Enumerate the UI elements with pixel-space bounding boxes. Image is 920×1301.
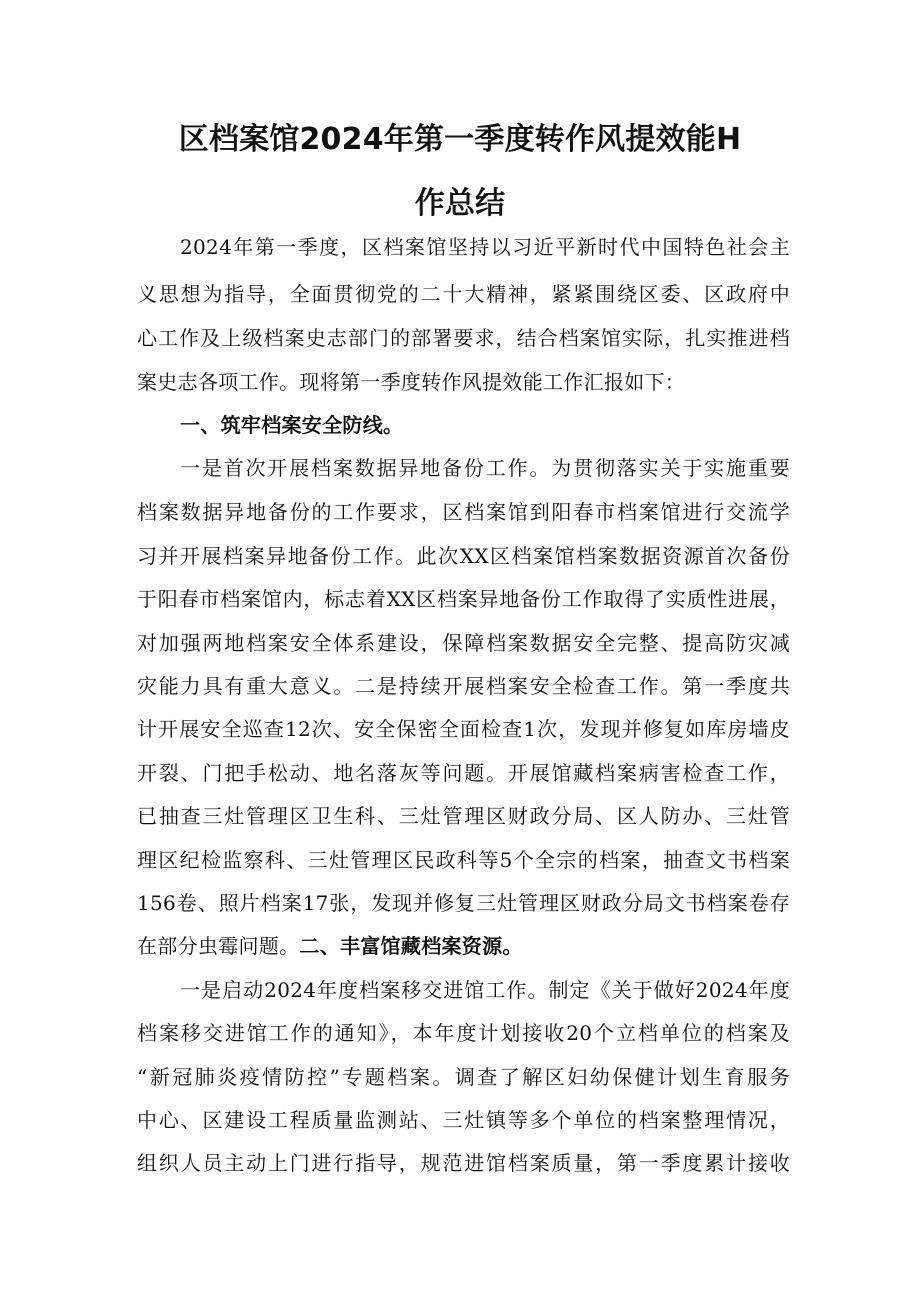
section2-line: 中心、区建设工程质量监测站、三灶镇等多个单位的档案整理情况， [137, 1108, 790, 1132]
intro-line: 2024年第一季度，区档案馆坚持以习近平新时代中国特色社会主 [180, 235, 790, 259]
section-heading-1: 一、筑牢档案安全防线。 [180, 413, 404, 437]
document-title-line-2: 作总结 [414, 186, 506, 221]
section1-line: 档案数据异地备份的工作要求，区档案馆到阳春市档案馆进行交流学 [137, 500, 790, 524]
section1-line: 灾能力具有重大意义。二是持续开展档案安全检查工作。第一季度共 [137, 674, 790, 698]
section1-line: 一是首次开展档案数据异地备份工作。为贯彻落实关于实施重要 [180, 456, 790, 480]
section1-line: 开裂、门把手松动、地名落灰等问题。开展馆藏档案病害检查工作， [137, 761, 790, 785]
section1-line: 习并开展档案异地备份工作。此次XX区档案馆档案数据资源首次备份 [137, 544, 790, 568]
section2-line: 组织人员主动上门进行指导，规范进馆档案质量，第一季度累计接收 [137, 1151, 790, 1175]
section1-line: 156卷、照片档案17张，发现并修复三灶管理区财政分局文书档案卷存 [137, 891, 790, 915]
section2-line: “新冠肺炎疫情防控”专题档案。调查了解区妇幼保健计划生育服务 [137, 1065, 790, 1089]
section1-line: 计开展安全巡查12次、安全保密全面检查1次，发现并修复如库房墙皮 [137, 717, 790, 741]
intro-line: 义思想为指导，全面贯彻党的二十大精神，紧紧围绕区委、区政府中 [137, 282, 790, 306]
section1-line: 已抽查三灶管理区卫生科、三灶管理区财政分局、区人防办、三灶管 [137, 804, 790, 828]
section1-line: 对加强两地档案安全体系建设，保障档案数据安全完整、提高防灾减 [137, 631, 790, 655]
intro-line: 心工作及上级档案史志部门的部署要求，结合档案馆实际，扎实推进档 [137, 326, 790, 350]
section2-line: 档案移交进馆工作的通知》，本年度计划接收20个立档单位的档案及 [137, 1021, 790, 1045]
document-title-line-1: 区档案馆2024年第一季度转作风提效能H [178, 122, 742, 157]
section-heading-2: 二、丰富馆藏档案资源。 [299, 934, 523, 958]
intro-line: 案史志各项工作。现将第一季度转作风提效能工作汇报如下： [137, 370, 686, 394]
section1-last-text: 在部分虫霉问题。 [137, 934, 300, 958]
section1-line: 于阳春市档案馆内，标志着XX区档案异地备份工作取得了实质性进展， [137, 587, 790, 611]
section2-line: 一是启动2024年度档案移交进馆工作。制定《关于做好2024年度 [180, 978, 790, 1002]
section-transition-line [137, 931, 790, 961]
section1-line: 理区纪检监察科、三灶管理区民政科等5个全宗的档案，抽查文书档案 [137, 848, 790, 872]
